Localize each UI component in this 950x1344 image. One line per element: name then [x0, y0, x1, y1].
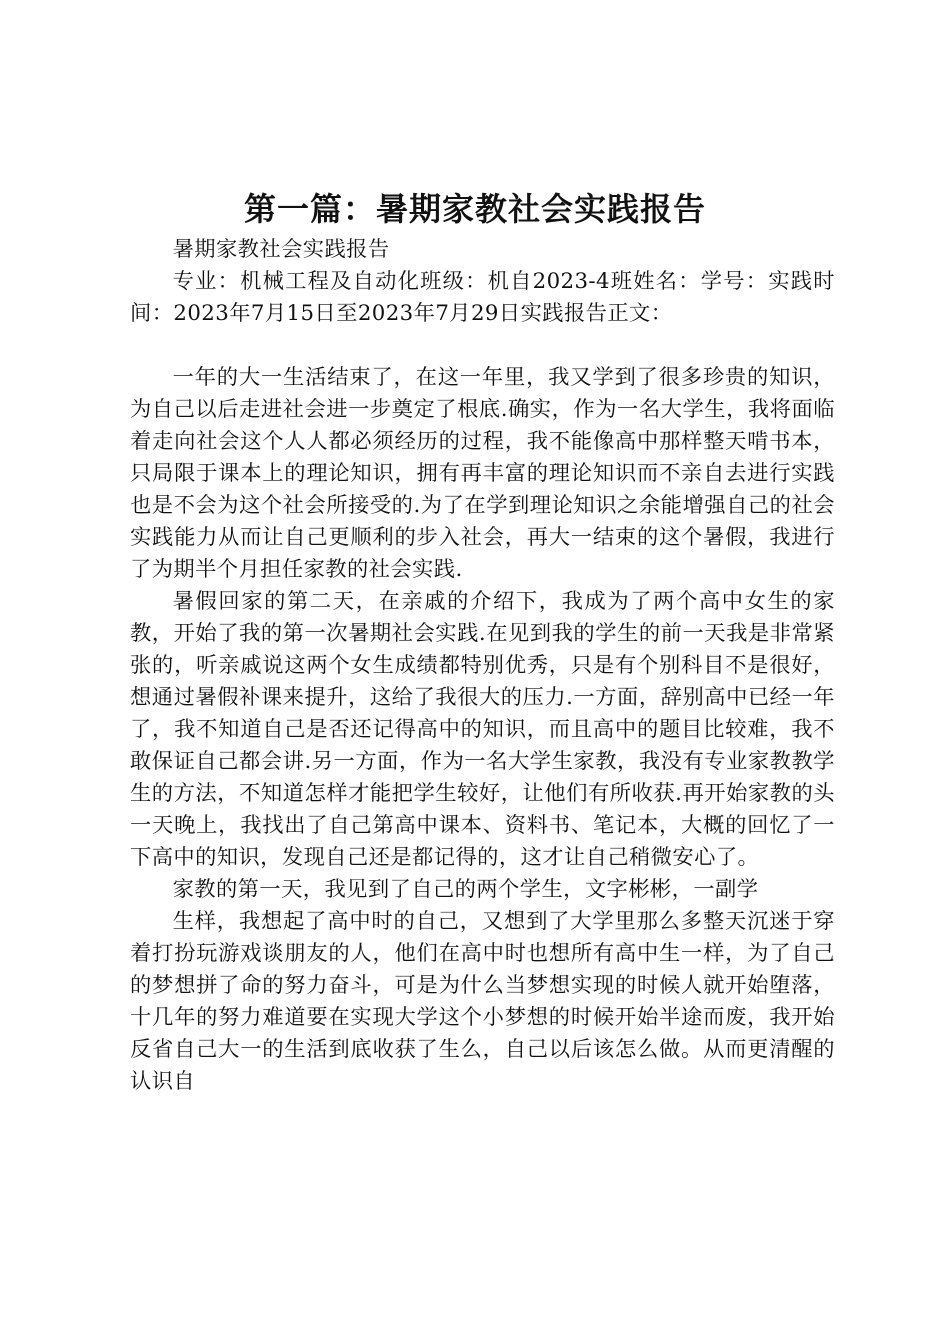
document-body: [130, 234, 835, 1098]
subtitle-paragraph: 暑期家教社会实践报告: [172, 237, 390, 262]
student-info-paragraph: 专业：机械工程及自动化班级：机自2023-4班姓名：学号：实践时间：2023年7月15日至2023年7月29日实践报告正文：: [130, 269, 835, 326]
body-paragraph: 家教的第一天，我见到了自己的两个学生，文字彬彬，一副学: [172, 877, 759, 902]
blank-line: [130, 330, 835, 362]
document-title: 第一篇：暑期家教社会实践报告: [243, 190, 706, 228]
body-paragraph: 生样，我想起了高中时的自己，又想到了大学里那么多整天沉迷于穿着打扮玩游戏谈朋友的人，他们在高中时也想所有高中生一样，为了自己的梦想拼了命的努力奋斗，可是为什么当梦想实现的时候人就开始堕落，十几年的努力难道要在实现大学这个小梦想的时候开始半途而废，我开始反省自己大一的生活到底收获了生么，自己以后该怎么做。从而更清醒的认识自: [130, 909, 835, 1094]
body-paragraph: 暑假回家的第二天，在亲戚的介绍下，我成为了两个高中女生的家教，开始了我的第一次暑期社会实践.在见到我的学生的前一天我是非常紧张的，听亲戚说这两个女生成绩都特别优秀，只是有个别科目不是很好，想通过暑假补课来提升，这给了我很大的压力.一方面，辞别高中已经一年了，我不知道自己是否还记得高中的知识，而且高中的题目比较难，我不敢保证自己都会讲.另一方面，作为一名大学生家教，我没有专业家教教学生的方法，不知道怎样才能把学生较好，让他们有所收获.再开始家教的头一天晚上，我找出了自己第高中课本、资料书、笔记本，大概的回忆了一下高中的知识，发现自己还是都记得的，这才让自己稍微安心了。: [130, 589, 835, 870]
body-paragraph: 一年的大一生活结束了，在这一年里，我又学到了很多珍贵的知识，为自己以后走进社会进一步奠定了根底.确实，作为一名大学生，我将面临着走向社会这个人人都必须经历的过程，我不能像高中那样整天啃书本，只局限于课本上的理论知识，拥有再丰富的理论知识而不亲自去进行实践也是不会为这个社会所接受的.为了在学到理论知识之余能增强自己的社会实践能力从而让自己更顺利的步入社会，再大一结束的这个暑假，我进行了为期半个月担任家教的社会实践.: [130, 365, 835, 582]
